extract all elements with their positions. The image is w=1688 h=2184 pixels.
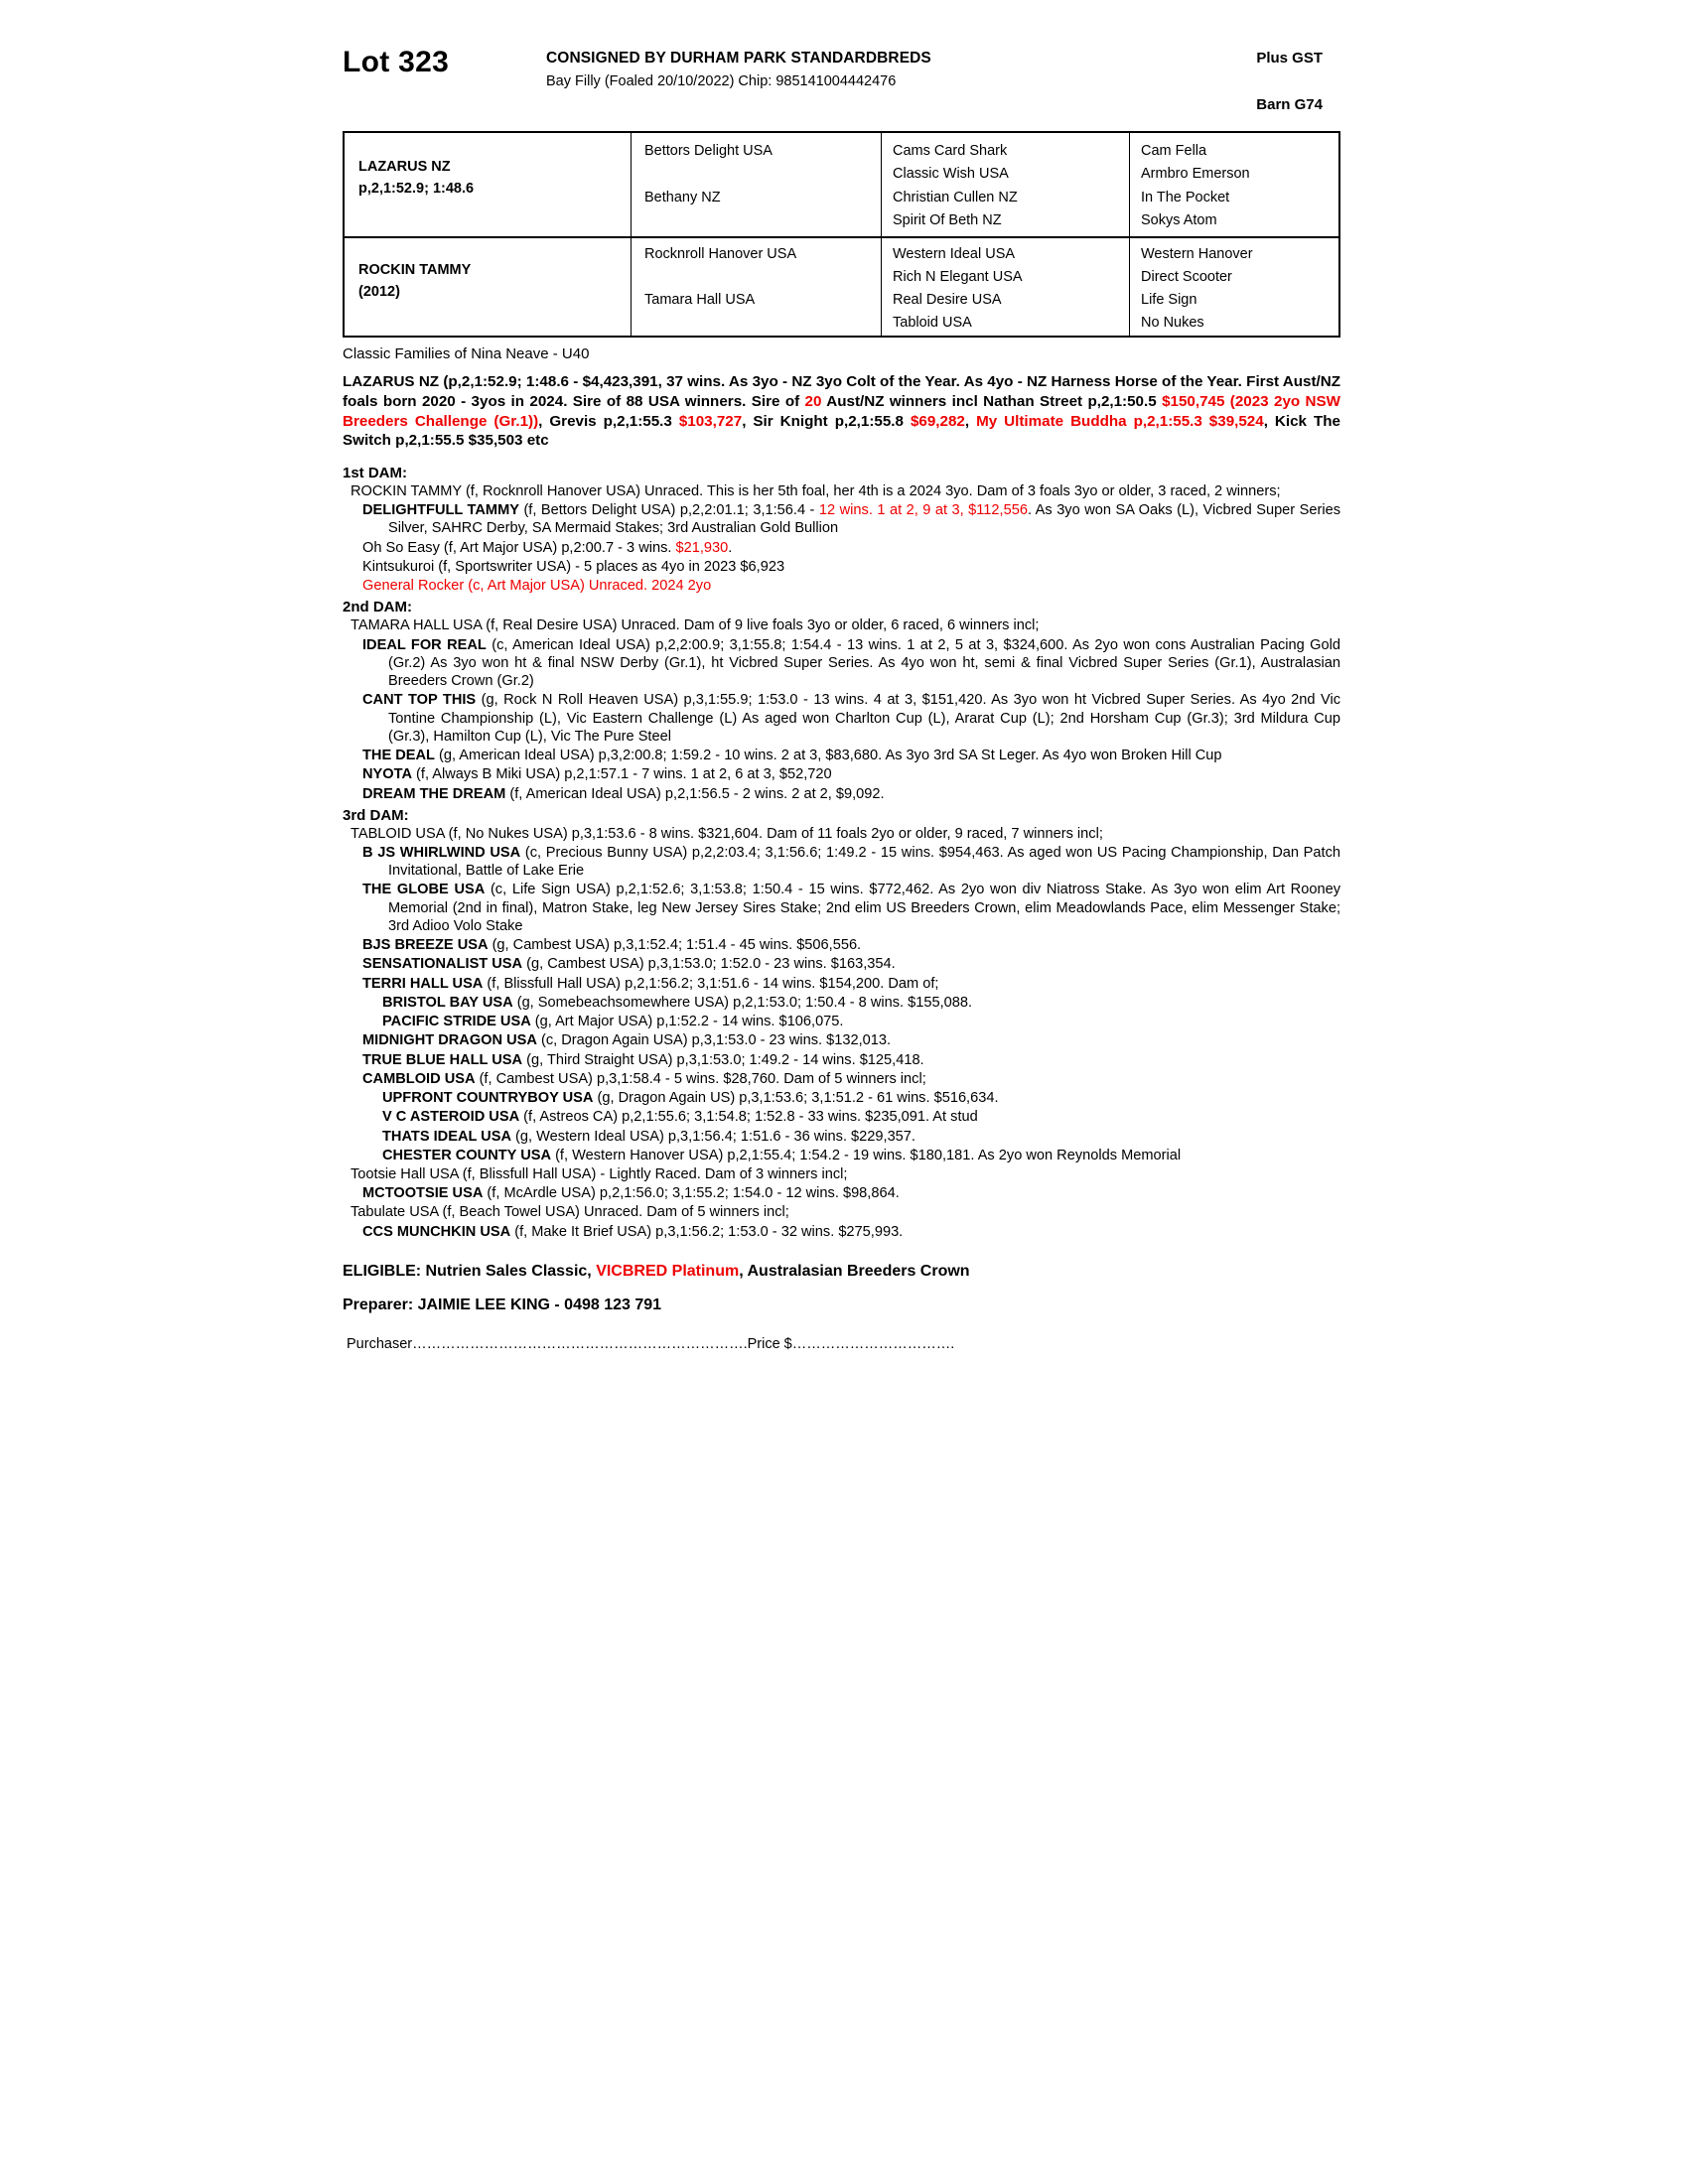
pedigree-gen3-3: Christian Cullen NZ <box>893 190 1018 205</box>
progeny-name: TERRI HALL USA <box>362 975 484 992</box>
first-dam-entry <box>343 539 1340 557</box>
progeny-unraced-note: General Rocker (c, Art Major USA) Unraced. 2024 2yo <box>362 578 712 595</box>
pedigree-gen4-8: No Nukes <box>1141 315 1204 331</box>
pedigree-gen3-4: Spirit Of Beth NZ <box>893 212 1002 228</box>
progeny-text-before: (f, Bettors Delight USA) p,2,2:01.1; 3,1:56.4 - <box>518 502 819 519</box>
sire-summary-part4: , Sir Knight p,2,1:55.8 <box>742 412 911 430</box>
pedigree-divider-2 <box>881 133 882 336</box>
catalogue-sheet <box>343 40 1340 1352</box>
progeny-name: MCTOOTSIE USA <box>362 1185 484 1202</box>
sire-summary-red4: $69,282 <box>910 412 965 430</box>
progeny-text: (g, Third Straight USA) p,3,1:53.0; 1:49.2 - 14 wins. $125,418. <box>522 1051 924 1068</box>
third-dam-entry <box>343 844 1340 880</box>
progeny-name: Tootsie Hall USA <box>351 1165 459 1182</box>
purchaser-line: Purchaser…………………………………………………………….Price $……………………………. <box>347 1335 955 1352</box>
third-dam-entry <box>343 936 1340 954</box>
pedigree-gen4-3: In The Pocket <box>1141 190 1230 205</box>
progeny-name: TRUE BLUE HALL USA <box>362 1051 523 1068</box>
second-dam-entry <box>343 747 1340 764</box>
progeny-text: (g, Art Major USA) p,1:52.2 - 14 wins. $106,075. <box>530 1014 844 1030</box>
consignor-line: CONSIGNED BY DURHAM PARK STANDARDBREDS <box>546 50 931 67</box>
pedigree-sire-record: p,2,1:52.9; 1:48.6 <box>358 181 475 197</box>
progeny-text: (g, Rock N Roll Heaven USA) p,3,1:55.9; 1:53.0 - 13 wins. 4 at 3, $151,420. As 3yo won ht Vicbred Super Series. As 4yo 2nd Vic Tontine Championship (L), Vic Eastern Challenge (L) As aged won Charlton Cup (L), Ararat Cup (L); 2nd Horsham Cup (Gr.3); 3rd Mildura Cup (Gr.3), Hamilton Cup (L), Vic The Pure Steel <box>388 692 1340 745</box>
progeny-text: (f, Blissfull Hall USA) - Lightly Raced. Dam of 3 winners incl; <box>458 1165 848 1182</box>
progeny-text: (f, Cambest USA) p,3,1:58.4 - 5 wins. $28,760. Dam of 5 winners incl; <box>475 1070 926 1087</box>
progeny-name: THE GLOBE USA <box>362 882 486 898</box>
second-dam-intro: TAMARA HALL USA (f, Real Desire USA) Unraced. Dam of 9 live foals 3yo or older, 6 raced, 6 winners incl; <box>351 617 1040 634</box>
third-dam-entry <box>343 1203 1340 1221</box>
progeny-text: (c, Precious Bunny USA) p,2,2:03.4; 3,1:56.6; 1:49.2 - 15 wins. $954,463. As aged won US Pacing Championship, Dan Patch Invitational, Battle of Lake Erie <box>388 844 1340 880</box>
progeny-name: BRISTOL BAY USA <box>382 994 513 1011</box>
pedigree-dam-name: ROCKIN TAMMY <box>358 262 472 278</box>
second-dam-heading: 2nd DAM: <box>343 599 412 616</box>
progeny-name: Oh So Easy <box>362 539 440 556</box>
third-dam-entry <box>343 955 1340 973</box>
first-dam-entry <box>343 501 1340 537</box>
progeny-text: (f, Western Hanover USA) p,2,1:55.4; 1:54.2 - 19 wins. $180,181. As 2yo won Reynolds Memorial <box>551 1147 1182 1163</box>
progeny-name: DREAM THE DREAM <box>362 785 506 802</box>
pedigree-dam-year: (2012) <box>358 284 400 300</box>
eligibility-rest: , Australasian Breeders Crown <box>739 1262 970 1280</box>
progeny-name: IDEAL FOR REAL <box>362 636 487 653</box>
second-dam-entry <box>343 636 1340 691</box>
sire-summary-red1: 20 <box>804 392 822 410</box>
third-dam-intro: TABLOID USA (f, No Nukes USA) p,3,1:53.6 - 8 wins. $321,604. Dam of 11 foals 2yo or older, 9 raced, 7 winners incl; <box>351 825 1103 842</box>
progeny-text: (c, Life Sign USA) p,2,1:52.6; 3,1:53.8; 1:50.4 - 15 wins. $772,462. As 2yo won div Niatross Stake. As 3yo won elim Art Rooney Memorial (2nd in final), Matron Stake, leg New Jersey Sires Stake; 2nd elim US Breeders Crown, elim Meadowlands Pace, elim Messenger Stake; 3rd Adioo Volo Stake <box>388 882 1340 934</box>
third-dam-entry <box>343 1128 1340 1146</box>
progeny-text: (g, Western Ideal USA) p,3,1:56.4; 1:51.6 - 36 wins. $229,357. <box>511 1128 915 1145</box>
progeny-text: (g, American Ideal USA) p,3,2:00.8; 1:59.2 - 10 wins. 2 at 3, $83,680. As 3yo 3rd SA St Leger. As 4yo won Broken Hill Cup <box>434 748 1222 764</box>
progeny-text: (g, Somebeachsomewhere USA) p,2,1:53.0; 1:50.4 - 8 wins. $155,088. <box>512 994 973 1011</box>
third-dam-entry <box>343 1051 1340 1069</box>
progeny-name: CCS MUNCHKIN USA <box>362 1223 511 1240</box>
progeny-name: UPFRONT COUNTRYBOY USA <box>382 1090 594 1107</box>
progeny-text-before: (f, Sportswriter USA) - 5 places as 4yo in 2023 $6,923 <box>434 558 785 575</box>
third-dam-entry <box>343 1031 1340 1049</box>
page-header <box>343 40 1340 129</box>
progeny-text: (f, Beach Towel USA) Unraced. Dam of 5 winners incl; <box>438 1204 789 1221</box>
sire-summary-part5: , <box>964 412 977 430</box>
horse-description: Bay Filly (Foaled 20/10/2022) Chip: 985141004442476 <box>546 73 897 89</box>
third-dam-entry <box>343 975 1340 993</box>
progeny-name: SENSATIONALIST USA <box>362 956 523 973</box>
progeny-text: (g, Cambest USA) p,3,1:53.0; 1:52.0 - 23 wins. $163,354. <box>522 956 896 973</box>
third-dam-entry <box>343 1108 1340 1126</box>
third-dam-entry <box>343 1184 1340 1202</box>
third-dam-entry <box>343 1147 1340 1164</box>
barn-label: Barn G74 <box>1256 96 1323 113</box>
third-dam-entry <box>343 1070 1340 1088</box>
progeny-text: (c, Dragon Again USA) p,3,1:53.0 - 23 wins. $132,013. <box>536 1032 892 1049</box>
progeny-earnings: 12 wins. 1 at 2, 9 at 3, $112,556 <box>818 502 1028 519</box>
progeny-name: THATS IDEAL USA <box>382 1128 511 1145</box>
third-dam-entry <box>343 1089 1340 1107</box>
third-dam-entry <box>343 1165 1340 1183</box>
pedigree-gen3-1: Cams Card Shark <box>893 143 1008 159</box>
pedigree-gen4-7: Life Sign <box>1141 292 1197 308</box>
progeny-text: (f, McArdle USA) p,2,1:56.0; 3,1:55.2; 1:54.0 - 12 wins. $98,864. <box>483 1185 900 1202</box>
pedigree-gen4-6: Direct Scooter <box>1141 269 1232 285</box>
pedigree-gen3-5: Western Ideal USA <box>893 246 1016 262</box>
progeny-text: (f, Make It Brief USA) p,3,1:56.2; 1:53.0 - 32 wins. $275,993. <box>510 1223 904 1240</box>
eligibility-label: ELIGIBLE: Nutrien Sales Classic, <box>343 1262 597 1280</box>
preparer-line: Preparer: JAIMIE LEE KING - 0498 123 791 <box>343 1296 662 1313</box>
pedigree-gen3-6: Rich N Elegant USA <box>893 269 1023 285</box>
progeny-name: DELIGHTFULL TAMMY <box>362 502 519 519</box>
progeny-text: (c, American Ideal USA) p,2,2:00.9; 3,1:55.8; 1:54.4 - 13 wins. 1 at 2, 5 at 3, $324,600. As 2yo won cons Australian Pacing Gold (Gr.2) As 3yo won ht & final NSW Derby (Gr.1), ht Vicbred Super Series. As 4yo won ht, semi & final Vicbred Super Series (Gr.1), Australasian Breeders Crown (Gr.2) <box>388 636 1340 690</box>
sire-summary <box>343 372 1340 451</box>
progeny-name: B JS WHIRLWIND USA <box>362 844 521 861</box>
pedigree-divider-1 <box>631 133 632 336</box>
first-dam-heading: 1st DAM: <box>343 465 408 481</box>
progeny-name: MIDNIGHT DRAGON USA <box>362 1032 537 1049</box>
sire-summary-red5: My Ultimate Buddha p,2,1:55.3 $39,524 <box>976 412 1264 430</box>
pedigree-gen3-2: Classic Wish USA <box>893 166 1009 182</box>
second-dam-entry <box>343 691 1340 746</box>
pedigree-gen2-4: Tamara Hall USA <box>644 292 756 308</box>
pedigree-gen4-1: Cam Fella <box>1141 143 1207 159</box>
progeny-name: THE DEAL <box>362 748 435 764</box>
sire-summary-part3: , Grevis p,2,1:55.3 <box>538 412 679 430</box>
pedigree-gen2-3: Rocknroll Hanover USA <box>644 246 797 262</box>
second-dam-entry <box>343 785 1340 803</box>
progeny-text: (g, Dragon Again US) p,3,1:53.6; 3,1:51.2 - 61 wins. $516,634. <box>593 1090 999 1107</box>
plus-gst-label: Plus GST <box>1256 50 1323 67</box>
third-dam-entry <box>343 994 1340 1012</box>
progeny-text-before: (f, Art Major USA) p,2:00.7 - 3 wins. <box>439 539 676 556</box>
progeny-name: CHESTER COUNTY USA <box>382 1147 552 1163</box>
first-dam-intro: ROCKIN TAMMY (f, Rocknroll Hanover USA) Unraced. This is her 5th foal, her 4th is a 2024 3yo. Dam of 3 foals 3yo or older, 3 raced, 2 winners; <box>351 483 1281 499</box>
sire-summary-part6: , Kick The Switch p,2,1:55.5 $35,503 etc <box>343 412 1340 450</box>
classic-families-line: Classic Families of Nina Neave - U40 <box>343 345 590 362</box>
sire-summary-red3: $103,727 <box>678 412 743 430</box>
pedigree-divider-mid <box>345 236 1338 238</box>
first-dam-entry <box>343 558 1340 576</box>
progeny-earnings: $21,930 <box>675 539 729 556</box>
progeny-name: Tabulate USA <box>351 1204 439 1221</box>
progeny-name: PACIFIC STRIDE USA <box>382 1014 531 1030</box>
progeny-text: (f, Astreos CA) p,2,1:55.6; 3,1:54.8; 1:52.8 - 33 wins. $235,091. At stud <box>519 1109 978 1126</box>
pedigree-gen4-2: Armbro Emerson <box>1141 166 1250 182</box>
progeny-text-after: . As 3yo won SA Oaks (L), Vicbred Super Series Silver, SAHRC Derby, SA Mermaid Stakes; 3rd Australian Gold Bullion <box>388 502 1341 537</box>
eligibility-highlight: VICBRED Platinum <box>596 1262 740 1280</box>
lot-number: Lot 323 <box>343 46 450 78</box>
pedigree-gen3-7: Real Desire USA <box>893 292 1002 308</box>
progeny-text: (f, Always B Miki USA) p,2,1:57.1 - 7 wins. 1 at 2, 6 at 3, $52,720 <box>412 766 832 783</box>
progeny-name: CANT TOP THIS <box>362 692 477 709</box>
third-dam-entry <box>343 1223 1340 1241</box>
sire-summary-red2: $150,745 (2023 2yo NSW Breeders Challenge (Gr.1)) <box>343 392 1340 430</box>
pedigree-gen4-4: Sokys Atom <box>1141 212 1217 228</box>
pedigree-sire-name: LAZARUS NZ <box>358 159 451 175</box>
first-dam-entry <box>343 577 1340 595</box>
progeny-name: V C ASTEROID USA <box>382 1109 520 1126</box>
pedigree-gen3-8: Tabloid USA <box>893 315 972 331</box>
progeny-text: (f, American Ideal USA) p,2,1:56.5 - 2 wins. 2 at 2, $9,092. <box>505 785 885 802</box>
pedigree-gen2-1: Bettors Delight USA <box>644 143 773 159</box>
sire-summary-part2: Aust/NZ winners incl Nathan Street p,2,1:50.5 <box>821 392 1163 410</box>
second-dam-entry <box>343 765 1340 783</box>
eligibility-line <box>343 1263 1340 1281</box>
progeny-name: BJS BREEZE USA <box>362 937 489 954</box>
sire-summary-part1: LAZARUS NZ (p,2,1:52.9; 1:48.6 - $4,423,391, 37 wins. As 3yo - NZ 3yo Colt of the Year. As 4yo - NZ Harness Horse of the Year. First Aust/NZ foals born 2020 - 3yos in 2024. Sire of 88 USA winners. Sire of <box>343 373 1340 410</box>
pedigree-gen4-5: Western Hanover <box>1141 246 1253 262</box>
third-dam-entry <box>343 881 1340 935</box>
third-dam-entry <box>343 1013 1340 1030</box>
pedigree-gen2-2: Bethany NZ <box>644 190 721 205</box>
third-dam-heading: 3rd DAM: <box>343 806 409 824</box>
progeny-name: NYOTA <box>362 766 412 783</box>
pedigree-table <box>343 131 1340 338</box>
progeny-text: (g, Cambest USA) p,3,1:52.4; 1:51.4 - 45 wins. $506,556. <box>488 937 862 954</box>
progeny-name: CAMBLOID USA <box>362 1070 476 1087</box>
progeny-name: Kintsukuroi <box>362 558 435 575</box>
progeny-text-after: . <box>728 539 733 556</box>
progeny-text: (f, Blissfull Hall USA) p,2,1:56.2; 3,1:51.6 - 14 wins. $154,200. Dam of; <box>483 975 939 992</box>
pedigree-divider-3 <box>1129 133 1130 336</box>
